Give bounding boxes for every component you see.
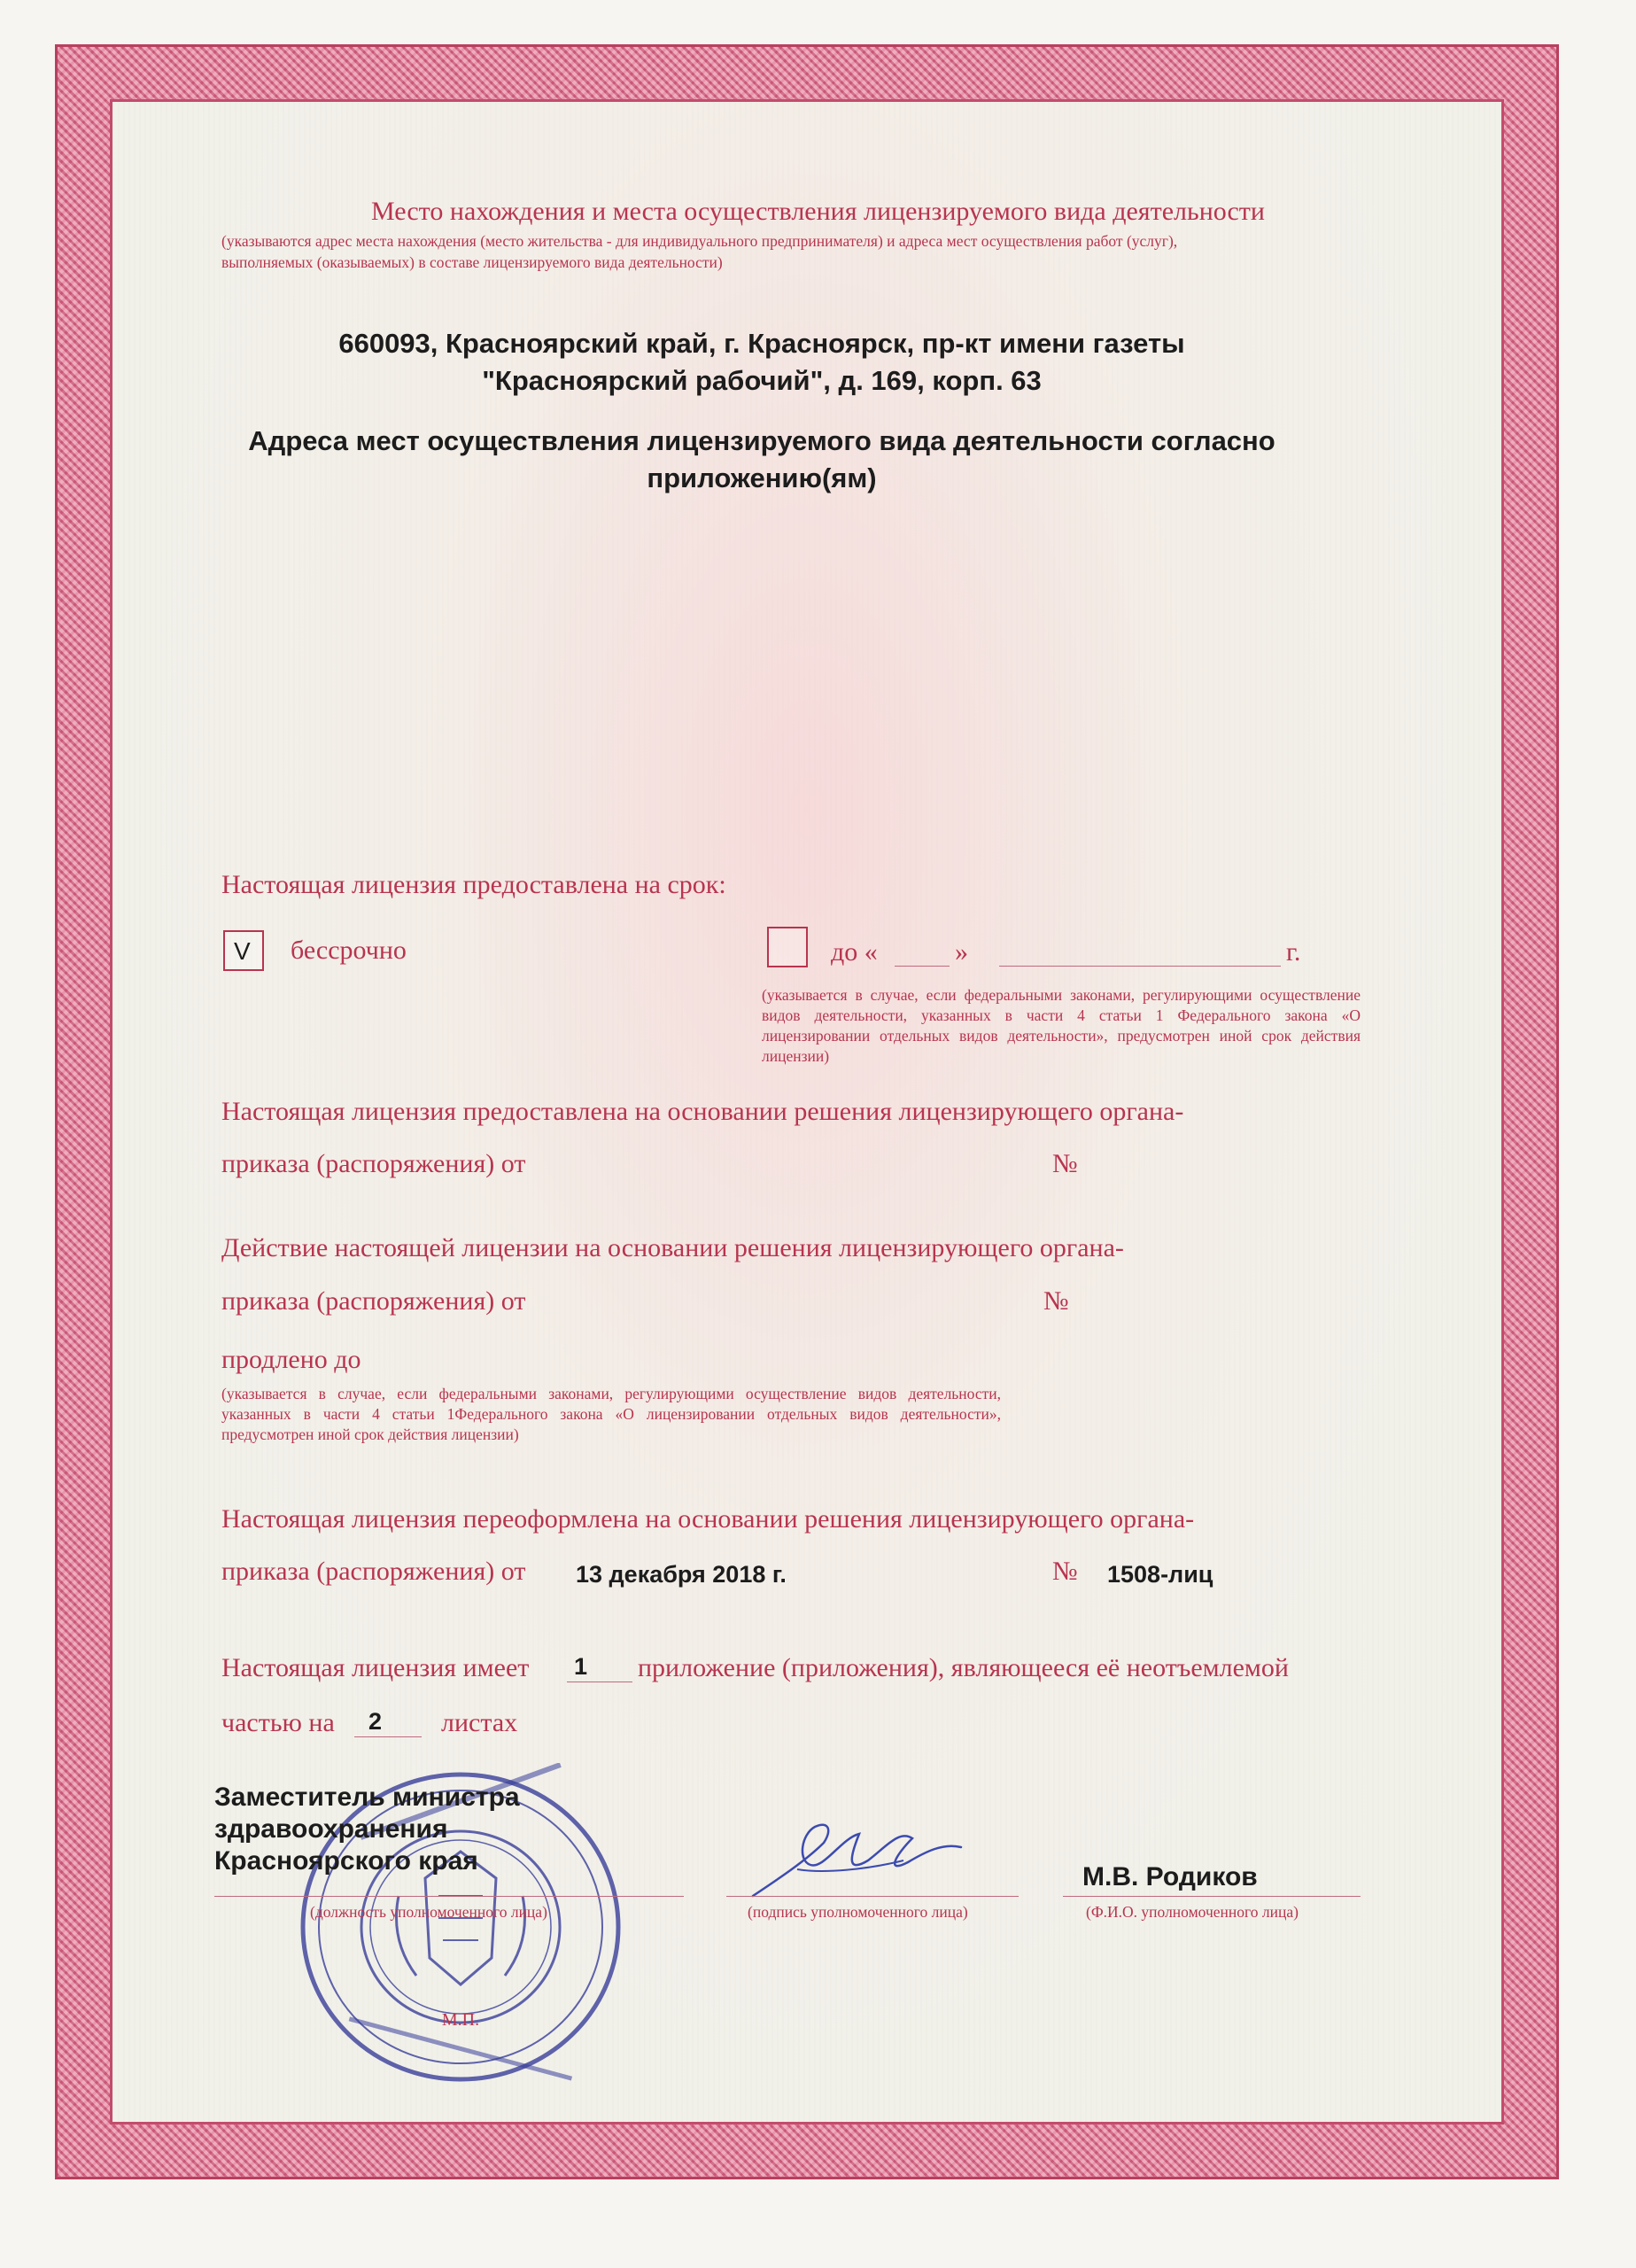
reissued-number-label: № bbox=[1052, 1557, 1078, 1586]
signatory-name: М.В. Родиков bbox=[1082, 1862, 1258, 1891]
term-heading: Настоящая лицензия предоставлена на срок: bbox=[221, 870, 726, 899]
position-line3: Красноярского края bbox=[214, 1846, 478, 1876]
name-caption: (Ф.И.О. уполномоченного лица) bbox=[1086, 1903, 1299, 1921]
stamp-mark: М.П. bbox=[441, 2010, 480, 2030]
attachments-sheets: 2 bbox=[368, 1708, 383, 1735]
attachments-prefix: Настоящая лицензия имеет bbox=[221, 1653, 530, 1682]
attachments-line2-prefix: частью на bbox=[221, 1708, 335, 1737]
activity-addresses-line2: приложению(ям) bbox=[647, 462, 877, 493]
until-suffix: г. bbox=[1286, 937, 1301, 967]
extended-number-label: № bbox=[1043, 1286, 1069, 1316]
header-title: Место нахождения и места осуществления лицензируемого вида деятельности bbox=[371, 197, 1265, 226]
handwritten-signature bbox=[744, 1807, 974, 1914]
until-mid: » bbox=[955, 937, 968, 967]
until-checkbox bbox=[767, 927, 808, 967]
granted-number-label: № bbox=[1052, 1149, 1078, 1178]
name-line bbox=[1063, 1896, 1361, 1897]
unlimited-checkbox bbox=[223, 930, 264, 971]
attachments-sheets-line bbox=[354, 1736, 422, 1737]
signature-caption: (подпись уполномоченного лица) bbox=[748, 1903, 968, 1921]
unlimited-label: бессрочно bbox=[291, 936, 407, 965]
signature-line bbox=[726, 1896, 1019, 1897]
attachments-middle: приложение (приложения), являющееся её неотъемлемой bbox=[638, 1653, 1289, 1682]
address-line1: 660093, Красноярский край, г. Красноярск, пр-кт имени газеты bbox=[338, 328, 1185, 359]
reissued-date: 13 декабря 2018 г. bbox=[576, 1561, 787, 1588]
activity-addresses-line1: Адреса мест осуществления лицензируемого вида деятельности согласно bbox=[248, 425, 1275, 456]
reissued-line2: приказа (распоряжения) от bbox=[221, 1557, 526, 1586]
address-line2: "Красноярский рабочий", д. 169, корп. 63 bbox=[482, 365, 1042, 396]
reissued-line1: Настоящая лицензия переоформлена на основании решения лицензирующего органа- bbox=[221, 1504, 1195, 1534]
until-prefix: до « bbox=[831, 937, 878, 967]
position-line1: Заместитель министра bbox=[214, 1783, 520, 1812]
until-day-line bbox=[895, 966, 950, 967]
position-line bbox=[214, 1896, 684, 1897]
extended-note: (указывается в случае, если федеральными законами, регулирующими осуществление видов деятельности, указанных в части 4 статьи 1Федерального закона «О лицензировании отдельных видов деятельности», предусмотрен иной срок действия лицензии) bbox=[221, 1385, 1001, 1443]
granted-line1: Настоящая лицензия предоставлена на основании решения лицензирующего органа- bbox=[221, 1097, 1184, 1126]
extended-line3: продлено до bbox=[221, 1345, 361, 1374]
attachments-line2-suffix: листах bbox=[441, 1708, 518, 1737]
position-caption: (должность уполномоченного лица) bbox=[310, 1903, 547, 1921]
checkmark-v: V bbox=[234, 937, 251, 965]
header-note-line2: выполняемых (оказываемых) в составе лицензируемого вида деятельности) bbox=[221, 253, 723, 271]
header-note-line1: (указываются адрес места нахождения (место жительства - для индивидуального предпринимателя) и адреса мест осуществления работ (услуг), bbox=[221, 232, 1178, 250]
extended-line1: Действие настоящей лицензии на основании решения лицензирующего органа- bbox=[221, 1233, 1124, 1262]
extended-line2: приказа (распоряжения) от bbox=[221, 1286, 526, 1316]
granted-line2: приказа (распоряжения) от bbox=[221, 1149, 526, 1178]
until-note: (указывается в случае, если федеральными законами, регулирующими осуществление видов деятельности, указанных в части 4 статьи 1 Федерального закона «О лицензировании отдельных видов деятельности», предусмотрен иной срок действия лицензии) bbox=[762, 986, 1361, 1065]
attachments-count: 1 bbox=[574, 1653, 588, 1680]
reissued-number: 1508-лиц bbox=[1107, 1561, 1213, 1588]
position-line2: здравоохранения bbox=[214, 1814, 448, 1844]
until-date-line bbox=[999, 966, 1281, 967]
